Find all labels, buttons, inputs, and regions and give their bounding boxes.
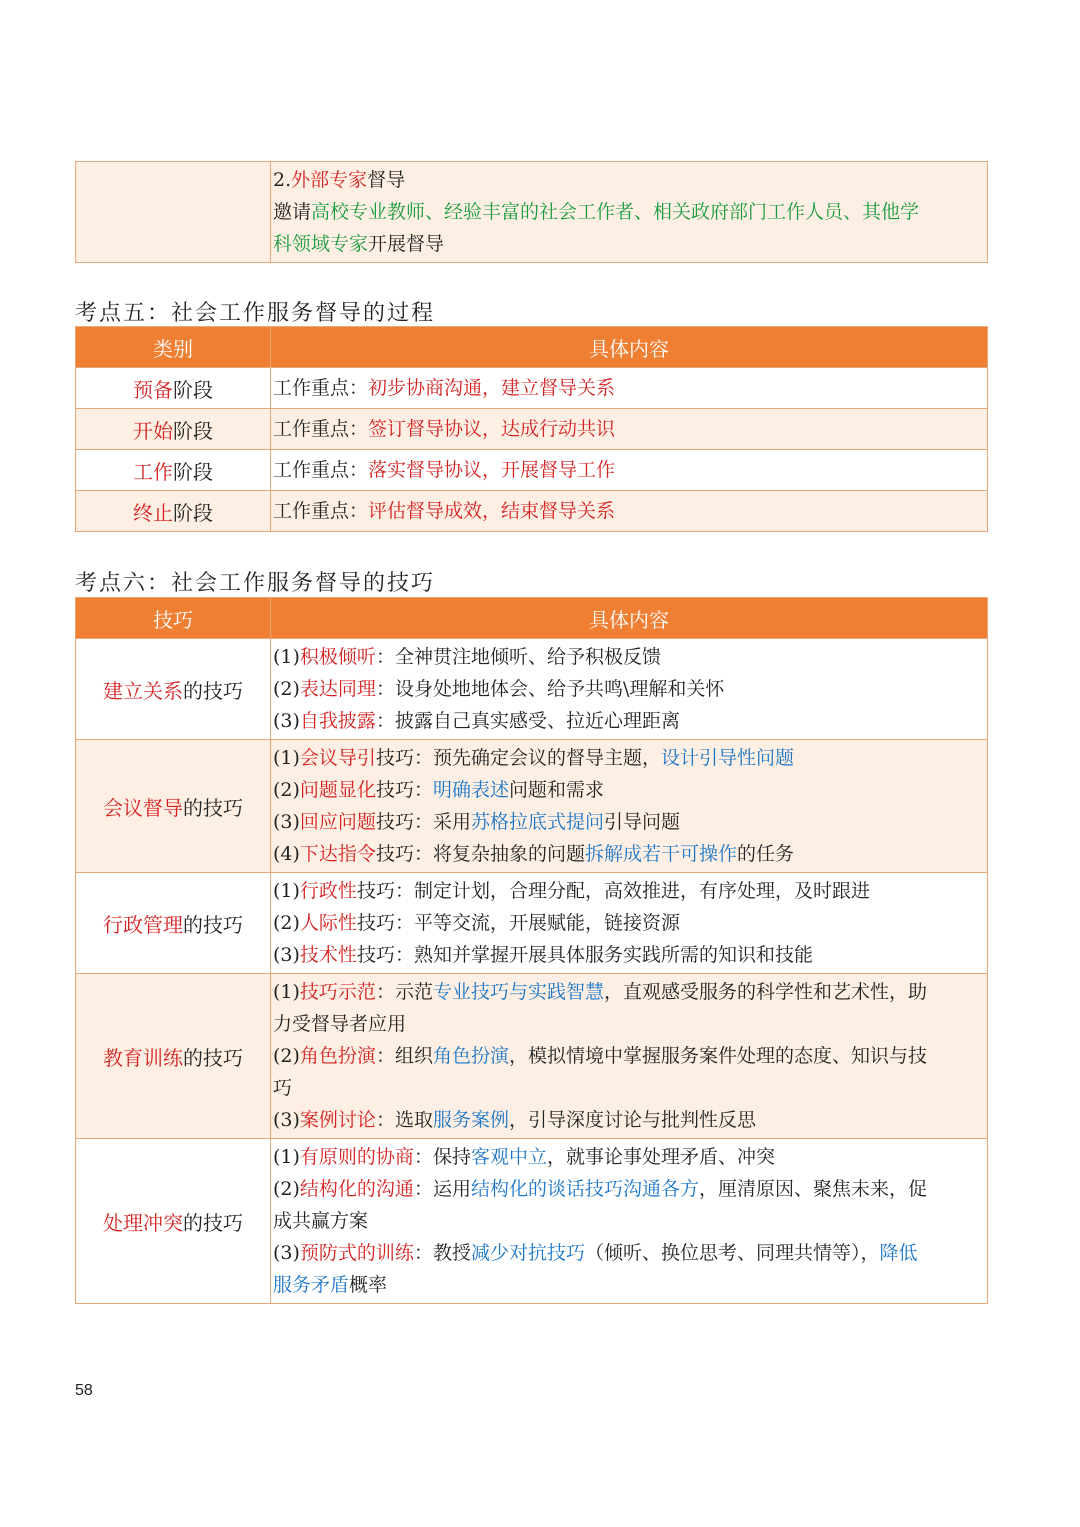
text: （倾听、换位思考、同理共情等）， xyxy=(584,1242,880,1264)
content-cell xyxy=(271,1139,988,1304)
blue-text: 减少对抗技巧 xyxy=(470,1242,585,1264)
text: 引导问题 xyxy=(603,811,680,833)
stage-red: 开始 xyxy=(133,418,173,443)
num: (3) xyxy=(273,1109,300,1131)
line: 巧 xyxy=(273,1077,293,1099)
text: 邀请 xyxy=(273,201,312,223)
num: (2) xyxy=(273,1178,300,1200)
skills-table xyxy=(75,597,988,1304)
table-row xyxy=(76,409,988,450)
stage-rest: 阶段 xyxy=(173,500,213,525)
num: (1) xyxy=(273,981,300,1003)
header-skill: 技巧 xyxy=(76,598,271,639)
prefix: 工作重点： xyxy=(273,377,369,399)
line xyxy=(273,806,987,838)
blue-text: 设计引导性问题 xyxy=(660,747,794,769)
line xyxy=(273,939,987,971)
blue-text: 服务案例 xyxy=(432,1109,509,1131)
num: (2) xyxy=(273,912,300,934)
red-text: 下达指令 xyxy=(299,843,376,865)
process-table xyxy=(75,326,988,532)
red-text: 问题显化 xyxy=(299,779,376,801)
skill-red: 行政管理 xyxy=(103,912,183,937)
text: ：教授 xyxy=(413,1242,471,1264)
line xyxy=(273,705,987,737)
num: (3) xyxy=(273,944,300,966)
green-text: 科领域专家 xyxy=(273,233,369,255)
blue-text: 降低 xyxy=(879,1242,918,1264)
text: ：组织 xyxy=(375,1045,433,1067)
line xyxy=(273,1237,987,1269)
num: (3) xyxy=(273,811,300,833)
focus: 落实督导协议，开展督导工作 xyxy=(368,459,616,481)
text: ：全神贯注地倾听、给予积极反馈 xyxy=(375,646,661,668)
focus: 初步协商沟通，建立督导关系 xyxy=(368,377,616,399)
stage-rest: 阶段 xyxy=(173,418,213,443)
num: (3) xyxy=(273,710,300,732)
stage-rest: 阶段 xyxy=(173,377,213,402)
line xyxy=(273,774,987,806)
text: ：保持 xyxy=(413,1146,471,1168)
text: ，就事论事处理矛盾、冲突 xyxy=(546,1146,775,1168)
num: (3) xyxy=(273,1242,300,1264)
red-text: 会议导引 xyxy=(299,747,376,769)
line xyxy=(273,673,987,705)
blue-text: 拆解成若干可操作 xyxy=(584,843,737,865)
header-content: 具体内容 xyxy=(271,327,988,368)
red-text: 表达同理 xyxy=(299,678,376,700)
table-row xyxy=(76,368,988,409)
external-expert-cell xyxy=(271,162,988,263)
line xyxy=(273,1269,987,1301)
num: (2) xyxy=(273,1045,300,1067)
skill-rest: 的技巧 xyxy=(183,912,243,937)
red-text: 行政性 xyxy=(299,880,357,902)
focus-cell xyxy=(271,491,988,532)
red-text: 预防式的训练 xyxy=(299,1242,414,1264)
text: 开展督导 xyxy=(368,233,445,255)
num: (2) xyxy=(273,678,300,700)
text: 的任务 xyxy=(736,843,794,865)
section6-title: 考点六：社会工作服务督导的技巧 xyxy=(75,571,436,596)
stage-cell xyxy=(76,409,271,450)
focus: 签订督导协议，达成行动共识 xyxy=(368,418,616,440)
text: 技巧：平等交流，开展赋能，链接资源 xyxy=(356,912,680,934)
line xyxy=(273,1040,987,1072)
num: (2) xyxy=(273,779,300,801)
blue-text: 客观中立 xyxy=(470,1146,547,1168)
red-text: 结构化的沟通 xyxy=(299,1178,414,1200)
stage-cell xyxy=(76,450,271,491)
line xyxy=(273,1173,987,1205)
line xyxy=(273,838,987,870)
text: ，直观感受服务的科学性和艺术性，助 xyxy=(603,981,927,1003)
green-text: 高校专业教师、经验丰富的社会工作者、相关政府部门工作人员、其他学 xyxy=(311,201,920,223)
text: 技巧：制定计划，合理分配，高效推进，有序处理，及时跟进 xyxy=(356,880,870,902)
line xyxy=(273,641,987,673)
text: ，模拟情境中掌握服务案件处理的态度、知识与技 xyxy=(508,1045,927,1067)
text: ，厘清原因、聚焦未来，促 xyxy=(698,1178,927,1200)
text: ，引导深度讨论与批判性反思 xyxy=(508,1109,756,1131)
stage-red: 预备 xyxy=(133,377,173,402)
table-row xyxy=(76,491,988,532)
skill-red: 会议督导 xyxy=(103,795,183,820)
line xyxy=(273,1104,987,1136)
red-text: 案例讨论 xyxy=(299,1109,376,1131)
header-category: 类别 xyxy=(76,327,271,368)
text: 技巧：预先确定会议的督导主题， xyxy=(375,747,661,769)
text: ：披露自己真实感受、拉近心理距离 xyxy=(375,710,680,732)
red-text: 积极倾听 xyxy=(299,646,376,668)
content-cell xyxy=(271,974,988,1139)
blue-text: 服务矛盾 xyxy=(273,1274,350,1296)
line xyxy=(273,976,987,1008)
stage-red: 工作 xyxy=(133,459,173,484)
skill-cell xyxy=(76,873,271,974)
section5-title: 考点五：社会工作服务督导的过程 xyxy=(75,301,436,326)
table-row xyxy=(76,974,988,1139)
num: (4) xyxy=(273,843,300,865)
prefix: 工作重点： xyxy=(273,500,369,522)
stage-cell xyxy=(76,368,271,409)
stage-cell xyxy=(76,491,271,532)
table-row xyxy=(76,1139,988,1304)
skill-cell xyxy=(76,974,271,1139)
content-cell xyxy=(271,873,988,974)
line xyxy=(273,228,987,260)
blue-text: 明确表述 xyxy=(432,779,509,801)
line xyxy=(273,1141,987,1173)
blue-text: 苏格拉底式提问 xyxy=(470,811,604,833)
num: (1) xyxy=(273,880,300,902)
num: 2. xyxy=(273,169,292,191)
red-text: 外部专家 xyxy=(291,169,368,191)
focus-cell xyxy=(271,409,988,450)
line xyxy=(273,196,987,228)
num: (1) xyxy=(273,747,300,769)
red-text: 回应问题 xyxy=(299,811,376,833)
table-row xyxy=(76,873,988,974)
stage-red: 终止 xyxy=(133,500,173,525)
red-text: 技术性 xyxy=(299,944,357,966)
text: 技巧：将复杂抽象的问题 xyxy=(375,843,585,865)
top-continuation-table xyxy=(75,161,988,263)
line xyxy=(273,907,987,939)
line xyxy=(273,742,987,774)
red-text: 人际性 xyxy=(299,912,357,934)
blue-text: 结构化的谈话技巧沟通各方 xyxy=(470,1178,699,1200)
text: 问题和需求 xyxy=(508,779,604,801)
table-row xyxy=(76,450,988,491)
table-row xyxy=(76,639,988,740)
focus-cell xyxy=(271,450,988,491)
red-text: 技巧示范 xyxy=(299,981,376,1003)
content-cell xyxy=(271,639,988,740)
skill-rest: 的技巧 xyxy=(183,1045,243,1070)
header-content: 具体内容 xyxy=(271,598,988,639)
text: 技巧：熟知并掌握开展具体服务实践所需的知识和技能 xyxy=(356,944,813,966)
text: ：运用 xyxy=(413,1178,471,1200)
stage-rest: 阶段 xyxy=(173,459,213,484)
red-text: 自我披露 xyxy=(299,710,376,732)
skill-red: 教育训练 xyxy=(103,1045,183,1070)
prefix: 工作重点： xyxy=(273,418,369,440)
prefix: 工作重点： xyxy=(273,459,369,481)
num: (1) xyxy=(273,646,300,668)
line: 力受督导者应用 xyxy=(273,1013,407,1035)
page-number: 58 xyxy=(75,1382,93,1399)
skill-rest: 的技巧 xyxy=(183,1210,243,1235)
line xyxy=(273,164,987,196)
skill-cell xyxy=(76,1139,271,1304)
red-text: 角色扮演 xyxy=(299,1045,376,1067)
blue-text: 角色扮演 xyxy=(432,1045,509,1067)
content-cell xyxy=(271,740,988,873)
skill-red: 建立关系 xyxy=(103,678,183,703)
skill-cell xyxy=(76,740,271,873)
skill-rest: 的技巧 xyxy=(183,678,243,703)
text: 督导 xyxy=(367,169,406,191)
line: 成共赢方案 xyxy=(273,1210,369,1232)
blue-text: 专业技巧与实践智慧 xyxy=(432,981,604,1003)
skill-red: 处理冲突 xyxy=(103,1210,183,1235)
text: 技巧： xyxy=(375,779,433,801)
empty-cell xyxy=(76,162,271,263)
focus-cell xyxy=(271,368,988,409)
text: 概率 xyxy=(349,1274,388,1296)
skill-cell xyxy=(76,639,271,740)
text: 技巧：采用 xyxy=(375,811,471,833)
text: ：选取 xyxy=(375,1109,433,1131)
red-text: 有原则的协商 xyxy=(299,1146,414,1168)
focus: 评估督导成效，结束督导关系 xyxy=(368,500,616,522)
text: ：设身处地地体会、给予共鸣\理解和关怀 xyxy=(375,678,725,700)
text: ：示范 xyxy=(375,981,433,1003)
num: (1) xyxy=(273,1146,300,1168)
table-row xyxy=(76,740,988,873)
line xyxy=(273,875,987,907)
skill-rest: 的技巧 xyxy=(183,795,243,820)
